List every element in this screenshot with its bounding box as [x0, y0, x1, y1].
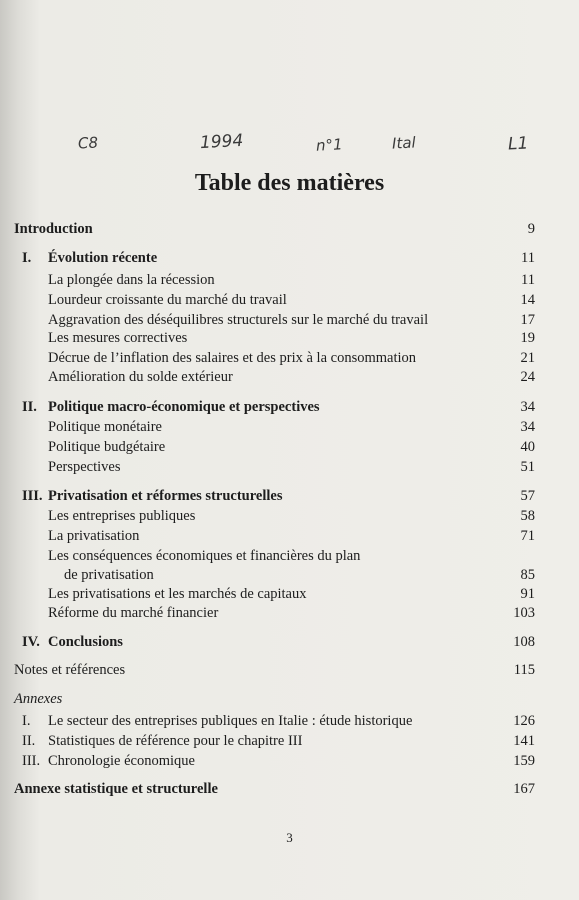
page-title: Table des matières [194, 170, 385, 196]
toc-label: Notes et références [14, 662, 126, 678]
toc-label: Politique budgétaire [48, 439, 166, 455]
toc-label: Aggravation des déséquilibres structurels sur le marché du travail [48, 312, 429, 328]
toc-row [0, 249, 579, 267]
handwritten-note: C8 [77, 133, 99, 153]
toc-label: Amélioration du solde extérieur [48, 369, 233, 385]
toc-label: Introduction [14, 221, 93, 237]
toc-number: IV. [22, 634, 40, 650]
toc-row [0, 527, 579, 545]
toc-label: Décrue de l’inflation des salaires et des prix à la consommation [48, 350, 417, 366]
toc-page: 108 [513, 634, 535, 650]
toc-page: 21 [520, 350, 535, 366]
toc-label: Évolution récente [48, 250, 158, 266]
toc-page: 51 [520, 459, 535, 475]
toc-label: Privatisation et réformes structurelles [48, 488, 283, 504]
toc-row [0, 271, 579, 289]
handwritten-note: Ital [391, 133, 417, 153]
toc-number: I. [22, 713, 31, 729]
toc-row [0, 438, 579, 456]
toc-label: Réforme du marché financier [48, 605, 219, 621]
toc-row [0, 507, 579, 525]
toc-label: Annexes [14, 691, 63, 707]
toc-page: 34 [520, 399, 535, 415]
toc-row [0, 633, 579, 651]
handwritten-note: n°1 [315, 135, 344, 155]
toc-number: III. [22, 753, 41, 769]
toc-label: La privatisation [48, 528, 140, 544]
toc-row [0, 487, 579, 505]
toc-page: 9 [527, 221, 535, 237]
toc-page: 11 [521, 272, 535, 288]
toc-label: Chronologie économique [48, 753, 195, 769]
toc-row [0, 291, 579, 309]
toc-label: Le secteur des entreprises publiques en Italie : étude historique [48, 713, 413, 729]
toc-label: Lourdeur croissante du marché du travail [48, 292, 287, 308]
toc-label: Les entreprises publiques [48, 508, 196, 524]
toc-page: 58 [520, 508, 535, 524]
toc-label: Statistiques de référence pour le chapitre III [48, 733, 303, 749]
toc-row [0, 458, 579, 476]
toc-number: II. [22, 399, 37, 415]
toc-row [0, 418, 579, 436]
toc-row [0, 604, 579, 622]
toc-page: 126 [513, 713, 535, 729]
toc-row [0, 566, 579, 584]
toc-row [0, 780, 579, 798]
toc-page: 141 [513, 733, 535, 749]
toc-label: Les mesures correctives [48, 330, 188, 346]
toc-number: II. [22, 733, 36, 749]
toc-row [0, 220, 579, 238]
handwritten-note: 1994 [199, 130, 244, 154]
toc-row [0, 690, 579, 708]
toc-row [0, 311, 579, 329]
toc-label: Politique monétaire [48, 419, 162, 435]
page-number: 3 [286, 830, 293, 845]
toc-label: Politique macro-économique et perspectives [48, 399, 320, 415]
toc-label: de privatisation [64, 567, 154, 583]
toc-number: III. [22, 488, 43, 504]
toc-row [0, 349, 579, 367]
toc-row [0, 752, 579, 770]
toc-row [0, 732, 579, 750]
toc-page: 11 [521, 250, 535, 266]
toc-page: 85 [520, 567, 535, 583]
toc-page: 159 [513, 753, 535, 769]
toc-page: 24 [520, 369, 535, 385]
toc-row [0, 368, 579, 386]
toc-page: 71 [520, 528, 535, 544]
toc-label: Les conséquences économiques et financières du plan [48, 548, 361, 564]
toc-row [0, 398, 579, 416]
toc-page: 14 [520, 292, 535, 308]
toc-row [0, 712, 579, 730]
toc-label: Conclusions [48, 634, 123, 650]
toc-row [0, 585, 579, 603]
toc-row [0, 329, 579, 347]
toc-page: 103 [513, 605, 535, 621]
toc-label: Les privatisations et les marchés de capitaux [48, 586, 307, 602]
handwritten-note: L1 [507, 133, 529, 155]
toc-page: 40 [520, 439, 535, 455]
toc-page: 34 [520, 419, 535, 435]
toc-page: 91 [520, 586, 535, 602]
toc-page: 19 [520, 330, 535, 346]
toc-row [0, 661, 579, 679]
toc-label: Annexe statistique et structurelle [14, 781, 218, 797]
toc-row [0, 547, 579, 565]
toc-label: La plongée dans la récession [48, 272, 215, 288]
handwritten-annotations [0, 132, 579, 162]
toc-page: 57 [520, 488, 535, 504]
toc-page: 167 [513, 781, 535, 797]
toc-number: I. [22, 250, 32, 266]
toc-label: Perspectives [48, 459, 121, 475]
toc-page: 17 [520, 312, 535, 328]
toc-page: 115 [513, 662, 535, 678]
